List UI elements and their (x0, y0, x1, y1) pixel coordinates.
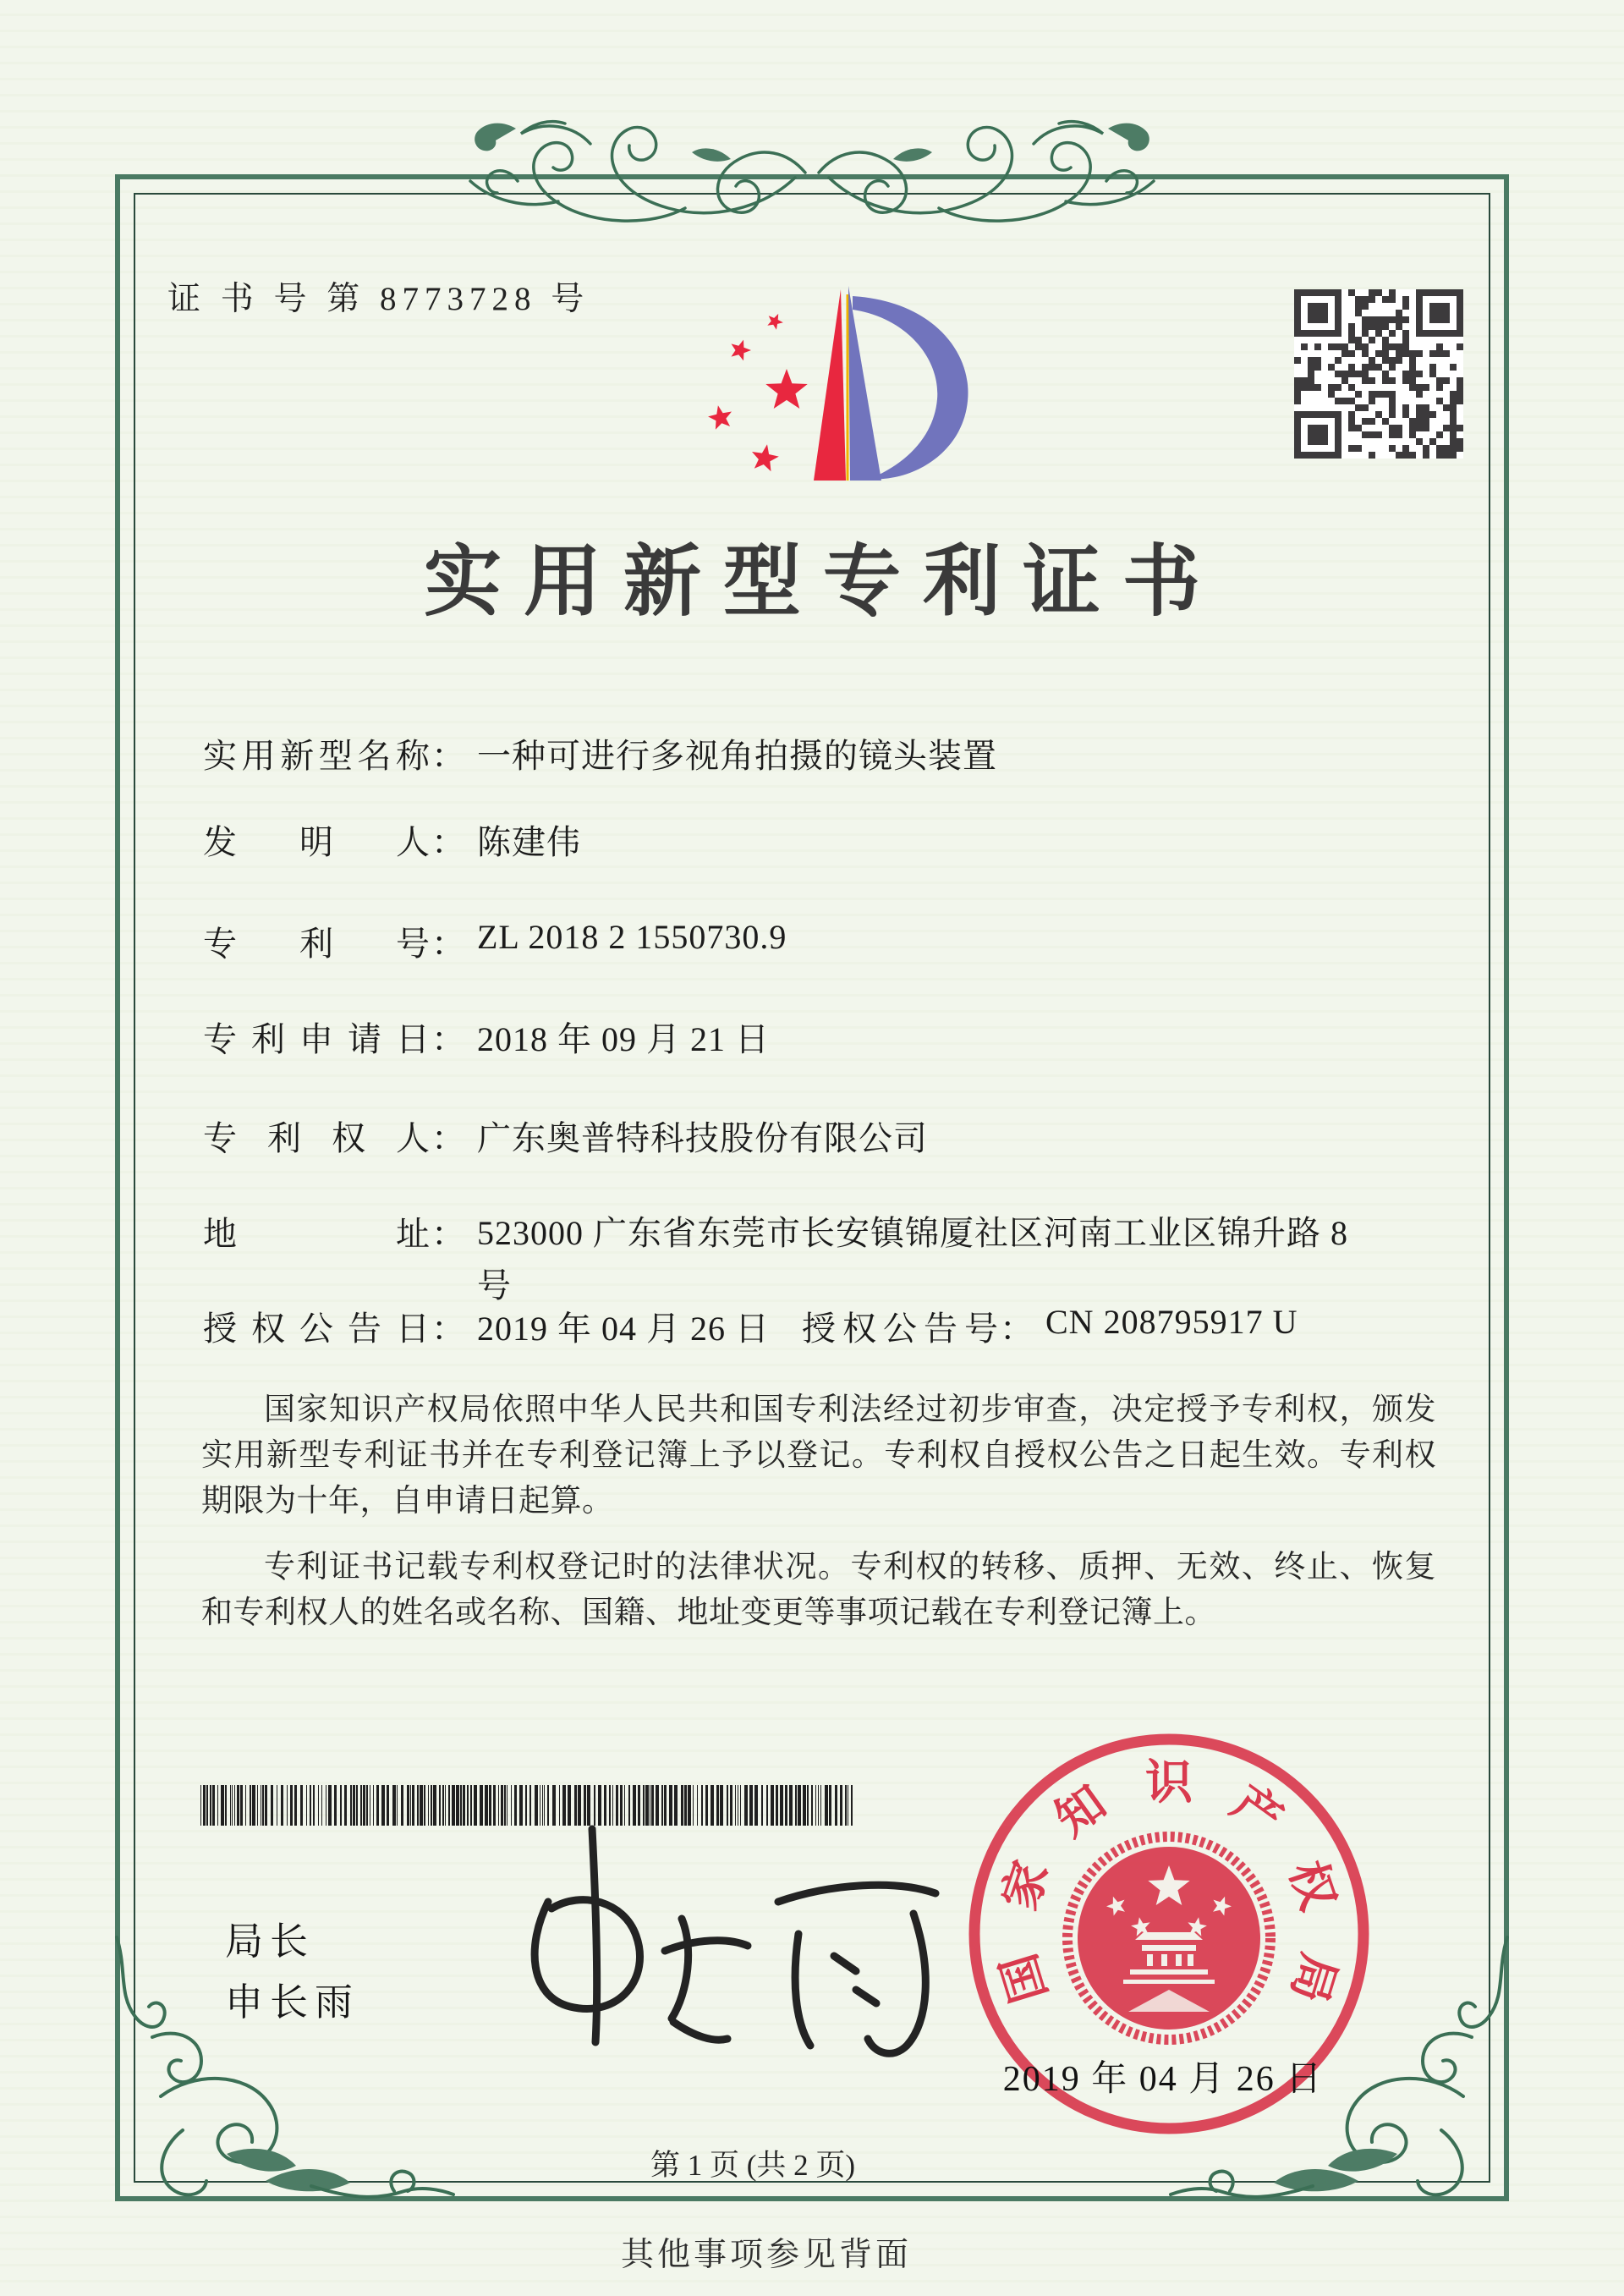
field-value: ZL 2018 2 1550730.9 (477, 918, 787, 956)
field-value (477, 1207, 1475, 1312)
svg-text:局: 局 (1281, 1947, 1346, 2008)
field-label: 专利权人 (203, 1119, 430, 1157)
logo-yellow-line (847, 294, 849, 481)
address-line-1: 523000 广东省东莞市长安镇锦厦社区河南工业区锦升路 8 (477, 1214, 1348, 1252)
certificate-number: 证 书 号 第 8773728 号 (167, 281, 590, 317)
field-label: 授权公告日 (203, 1310, 430, 1348)
legal-text (201, 1387, 1436, 1656)
field-value: CN 208795917 U (1045, 1303, 1298, 1341)
certificate-title: 实用新型专利证书 (423, 539, 1222, 625)
field-row-grant-date (203, 1302, 770, 1350)
page-indicator: 第 1 页 (共 2 页) (650, 2149, 856, 2182)
svg-text:产: 产 (1221, 1776, 1292, 1847)
logo-red-spike (814, 289, 846, 481)
field-row-filing-date (203, 1013, 770, 1061)
field-colon: ： (431, 1119, 465, 1157)
logo-star (732, 340, 752, 361)
field-row-inventor (203, 816, 581, 864)
commissioner-title: 局长 (225, 1920, 315, 1963)
field-colon: ： (431, 1310, 465, 1348)
field-label: 发明人 (203, 823, 430, 861)
svg-text:知: 知 (1046, 1776, 1116, 1847)
field-colon: ： (431, 1020, 465, 1058)
field-colon: ： (431, 737, 465, 775)
field-colon: ： (431, 1215, 465, 1253)
qr-code (1294, 289, 1463, 459)
field-label: 专利号 (203, 925, 430, 963)
field-label: 专利申请日 (203, 1020, 430, 1058)
field-colon: ： (431, 823, 465, 861)
footer-note: 其他事项参见背面 (620, 2237, 912, 2273)
svg-text:家: 家 (994, 1854, 1059, 1917)
legal-paragraph-1: 国家知识产权局依照中华人民共和国专利法经过初步审查，决定授予专利权，颁发实用新型专利证书并在专利登记簿上予以登记。专利权自授权公告之日起生效。专利权期限为十年，自申请日起算。 (201, 1392, 1436, 1519)
field-value: 2019 年 04 月 26 日 (477, 1310, 770, 1348)
field-row-address (203, 1207, 1475, 1312)
seal-date: 2019 年 04 月 26 日 (1002, 2060, 1324, 2099)
field-colon: ： (431, 925, 465, 963)
logo-star (765, 369, 807, 409)
field-row-patentee (203, 1112, 928, 1160)
field-label: 实用新型名称 (203, 737, 430, 775)
field-label: 地址 (203, 1215, 430, 1253)
svg-text:权: 权 (1279, 1854, 1344, 1917)
commissioner-name: 申长雨 (225, 1980, 360, 2024)
field-label: 授权公告号 (802, 1310, 998, 1348)
field-value: 广东奥普特科技股份有限公司 (477, 1119, 928, 1157)
legal-paragraph-2: 专利证书记载专利权登记时的法律状况。专利权的转移、质押、无效、终止、恢复和专利权人的姓名或名称、国籍、地址变更等事项记载在专利登记簿上。 (201, 1550, 1436, 1630)
svg-text:识: 识 (1145, 1757, 1193, 1810)
top-border-ornament (461, 100, 1163, 252)
logo-star (752, 444, 779, 471)
svg-text:国: 国 (992, 1947, 1057, 2008)
commissioner-signature (491, 1802, 981, 2064)
logo-star (708, 405, 732, 429)
field-value: 一种可进行多视角拍摄的镜头装置 (477, 737, 997, 775)
address-line-2: 号 (477, 1266, 512, 1305)
field-row-patent-no (203, 917, 787, 965)
logo-star (767, 314, 783, 330)
cnipa-logo-icon (687, 272, 971, 484)
field-row-name (203, 729, 997, 777)
field-row-grant-no (802, 1302, 1298, 1350)
field-colon: ： (1000, 1310, 1034, 1348)
field-value: 2018 年 09 月 21 日 (477, 1020, 770, 1058)
field-value: 陈建伟 (477, 823, 581, 861)
